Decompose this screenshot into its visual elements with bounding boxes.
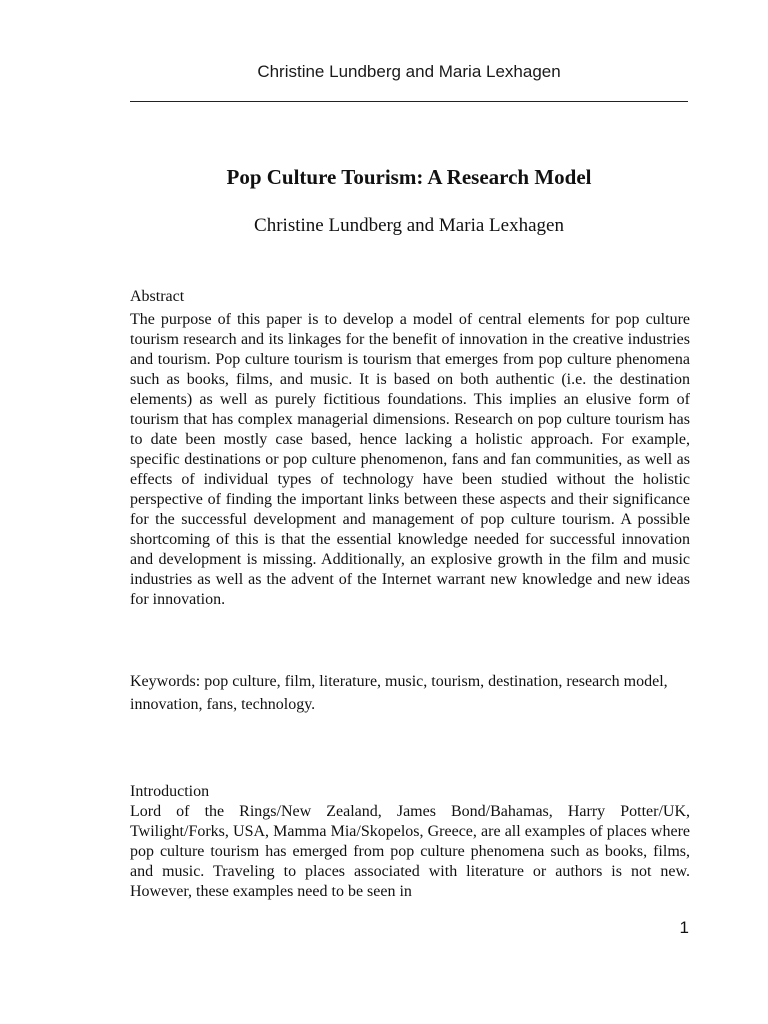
paper-title: Pop Culture Tourism: A Research Model [226,165,592,189]
abstract-text: The purpose of this paper is to develop a model of central elements for pop culture tourism research and its linkages for the benefit of innovation in the creative industries and tourism. Pop culture tourism is tourism that emerges from pop culture phenomena such as books, films, and music. It is based on both authentic (i.e. the destination elements) as well as purely fictitious foundations. This implies an elusive form of tourism that has complex managerial dimensions. Research on pop culture tourism has to date been mostly case based, hence lacking a holistic approach. For example, specific destinations or pop culture phenomenon, fans and fan communities, as well as effects of individual types of technology have been studied without the holistic perspective of finding the important links between these aspects and their significance for the successful development and management of pop culture tourism. A possible shortcoming of this is that the essential knowledge needed for successful innovation and development is missing. Additionally, an explosive growth in the film and music industries as well as the advent of the Internet warrant new knowledge and new ideas for innovation. [130,311,690,608]
header-rule [130,101,688,102]
paper-authors: Christine Lundberg and Maria Lexhagen [254,215,564,236]
introduction-text: Lord of the Rings/New Zealand, James Bond/Bahamas, Harry Potter/UK, Twilight/Forks, USA, Mamma Mia/Skopelos, Greece, are all examples of places where pop culture tourism has emerged from pop culture phenomena such as books, films, and music. Traveling to places associated with literature or authors is not new. However, these examples need to be seen in [130,803,690,900]
abstract-heading: Abstract [130,288,185,305]
introduction-heading: Introduction [130,783,210,800]
page-number: 1 [679,918,689,937]
running-head: Christine Lundberg and Maria Lexhagen [257,62,561,81]
keywords-text: Keywords: pop culture, film, literature, music, tourism, destination, research model, innovation, fans, technology. [130,673,668,713]
